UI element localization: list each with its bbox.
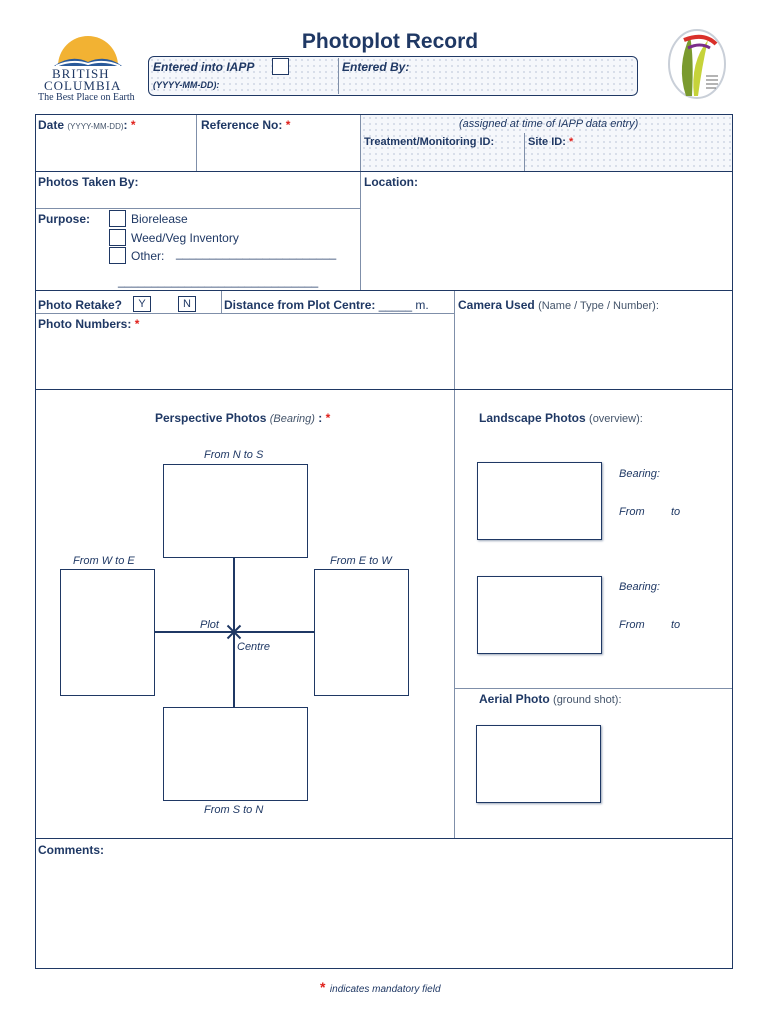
date-label: [38, 118, 136, 132]
landscape-title-text: Landscape Photos: [479, 411, 586, 425]
comments-label: Comments:: [38, 843, 105, 857]
perspective-title: [155, 411, 330, 425]
perspective-title-text: Perspective Photos: [155, 411, 267, 425]
landscape-hint: (overview):: [589, 413, 643, 425]
photo-numbers-label-text: Photo Numbers:: [38, 317, 132, 331]
from-e-label: From E to W: [330, 555, 392, 567]
location-label: Location:: [364, 175, 418, 189]
purpose-weed-veg-checkbox[interactable]: [109, 229, 126, 246]
site-id-required-star: *: [568, 136, 574, 148]
reference-label: [201, 118, 290, 132]
purpose-label: Purpose:: [38, 212, 91, 226]
photo-numbers-required-star: *: [134, 317, 140, 331]
purpose-biorelease-checkbox[interactable]: [109, 210, 126, 227]
camera-used-hint: (Name / Type / Number):: [538, 300, 659, 312]
camera-used-label: [458, 298, 659, 312]
landscape-2-bearing: Bearing:: [619, 581, 660, 593]
distance-blank[interactable]: _____: [378, 298, 413, 312]
iapp-logo: [664, 26, 730, 102]
landscape-title: [479, 411, 643, 425]
landscape-1-from: From: [619, 506, 645, 518]
aerial-title-text: Aerial Photo: [479, 692, 550, 706]
purpose-other-checkbox[interactable]: [109, 247, 126, 264]
distance-label: [224, 298, 429, 312]
date-colon: :: [123, 118, 128, 132]
landscape-photo-box-2[interactable]: [477, 576, 602, 654]
reference-required-star: *: [285, 118, 291, 132]
from-s-label: From S to N: [204, 804, 264, 816]
landscape-1-to: to: [671, 506, 681, 518]
photo-box-east[interactable]: [314, 569, 409, 696]
retake-yes-box[interactable]: [133, 296, 151, 312]
purpose-other-label: Other:: [131, 249, 165, 263]
distance-unit: m.: [415, 298, 429, 312]
photo-box-south[interactable]: [163, 707, 308, 801]
from-n-label: From N to S: [204, 449, 264, 461]
iapp-date-format: (YYYY-MM-DD):: [153, 80, 220, 90]
distance-label-text: Distance from Plot Centre:: [224, 298, 376, 312]
aerial-photo-box[interactable]: [476, 725, 601, 803]
entered-into-iapp-label: Entered into IAPP: [153, 60, 255, 74]
page-title: Photoplot Record: [301, 30, 479, 53]
bc-logo: [36, 28, 140, 106]
landscape-1-bearing: Bearing:: [619, 468, 660, 480]
plot-label: Plot: [200, 619, 219, 631]
landscape-2-to: to: [671, 619, 681, 631]
camera-used-label-text: Camera Used: [458, 298, 535, 312]
aerial-hint: (ground shot):: [553, 694, 622, 706]
date-format-hint: (YYYY-MM-DD): [67, 122, 124, 131]
bc-logo-line2: COLUMBIA: [44, 78, 122, 93]
purpose-other-blank[interactable]: ________________________: [176, 246, 337, 260]
site-id-label: [528, 136, 573, 148]
mandatory-note: [320, 979, 441, 997]
retake-yes-label: Y: [138, 298, 146, 310]
mandatory-text: indicates mandatory field: [329, 984, 441, 995]
entered-by-label: Entered By:: [342, 60, 410, 74]
perspective-suffix: :: [314, 411, 326, 425]
purpose-weed-veg-label: Weed/Veg Inventory: [131, 231, 239, 245]
purpose-biorelease-label: Biorelease: [131, 212, 188, 226]
photo-box-north[interactable]: [163, 464, 308, 558]
bc-logo-line1: BRITISH: [52, 66, 110, 81]
landscape-photo-box-1[interactable]: [477, 462, 602, 540]
date-label-text: Date: [38, 118, 65, 132]
photo-box-west[interactable]: [60, 569, 155, 696]
mandatory-star: *: [320, 979, 326, 995]
centre-label: Centre: [237, 641, 271, 653]
purpose-extra-line[interactable]: ______________________________: [118, 274, 319, 288]
perspective-required-star: *: [325, 411, 331, 425]
date-required-star: *: [130, 118, 136, 132]
entered-into-iapp-checkbox[interactable]: [272, 58, 289, 75]
treatment-id-label: Treatment/Monitoring ID:: [364, 136, 495, 148]
bc-sun-icon: [36, 28, 140, 68]
reference-label-text: Reference No:: [201, 118, 283, 132]
iapp-leaf-icon: [664, 26, 730, 102]
perspective-bearing: (Bearing): [269, 413, 315, 425]
comments-area[interactable]: [36, 860, 732, 968]
retake-no-box[interactable]: [178, 296, 196, 312]
bc-logo-tagline: The Best Place on Earth: [38, 92, 135, 103]
aerial-title: [479, 692, 622, 706]
iapp-assigned-note: (assigned at time of IAPP data entry): [459, 118, 639, 130]
plot-centre-icon: [224, 622, 244, 642]
photo-numbers-label: [38, 317, 139, 331]
retake-no-label: N: [183, 298, 191, 310]
site-id-label-text: Site ID:: [528, 136, 566, 148]
from-w-label: From W to E: [73, 555, 135, 567]
photo-retake-label: Photo Retake?: [38, 298, 123, 312]
photos-taken-by-label: Photos Taken By:: [38, 175, 139, 189]
landscape-2-from: From: [619, 619, 645, 631]
